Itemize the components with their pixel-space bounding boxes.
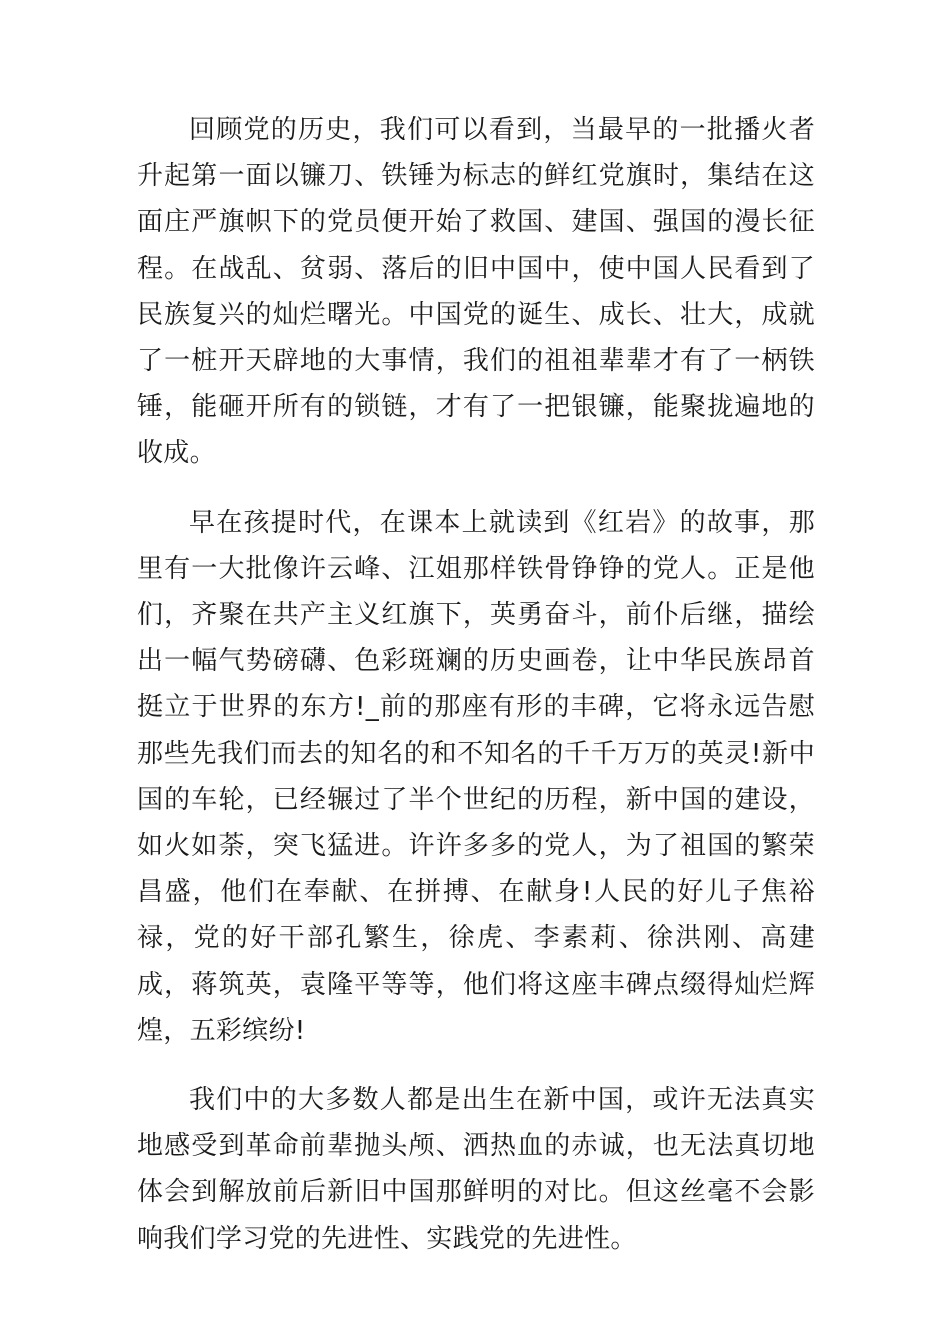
paragraph-hongyan: 早在孩提时代，在课本上就读到《红岩》的故事，那里有一大批像许云峰、江姐那样铁骨铮铮的党人。正是他们，齐聚在共产主义红旗下，英勇奋斗，前仆后继，描绘出一幅气势磅礴、色彩斑斓的历史画卷，让中华民族昂首挺立于世界的东方!_前的那座有形的丰碑，它将永远告慰那些先我们而去的知名的和不知名的千千万万的英灵!新中国的车轮，已经辗过了半个世纪的历程，新中国的建设，如火如荼，突飞猛进。许许多多的党人，为了祖国的繁荣昌盛，他们在奉献、在拼搏、在献身!人民的好儿子焦裕禄，党的好干部孔繁生，徐虎、李素莉、徐洪刚、高建成，蒋筑英，袁隆平等等，他们将这座丰碑点缀得灿烂辉煌，五彩缤纷! xyxy=(137,507,815,1046)
paragraph-history: 回顾党的历史，我们可以看到，当最早的一批播火者升起第一面以镰刀、铁锤为标志的鲜红党旗时，集结在这面庄严旗帜下的党员便开始了救国、建国、强国的漫长征程。在战乱、贫弱、落后的旧中国中，使中国人民看到了民族复兴的灿烂曙光。中国党的诞生、成长、壮大，成就了一桩开天辟地的大事情，我们的祖祖辈辈才有了一柄铁锤，能砸开所有的锁链，才有了一把银镰，能聚拢遍地的收成。 xyxy=(137,115,815,469)
document-page xyxy=(137,107,815,1285)
paragraph-new-china: 我们中的大多数人都是出生在新中国，或许无法真实地感受到革命前辈抛头颅、洒热血的赤诚，也无法真切地体会到解放前后新旧中国那鲜明的对比。但这丝毫不会影响我们学习党的先进性、实践党的先进性。 xyxy=(137,1085,815,1254)
